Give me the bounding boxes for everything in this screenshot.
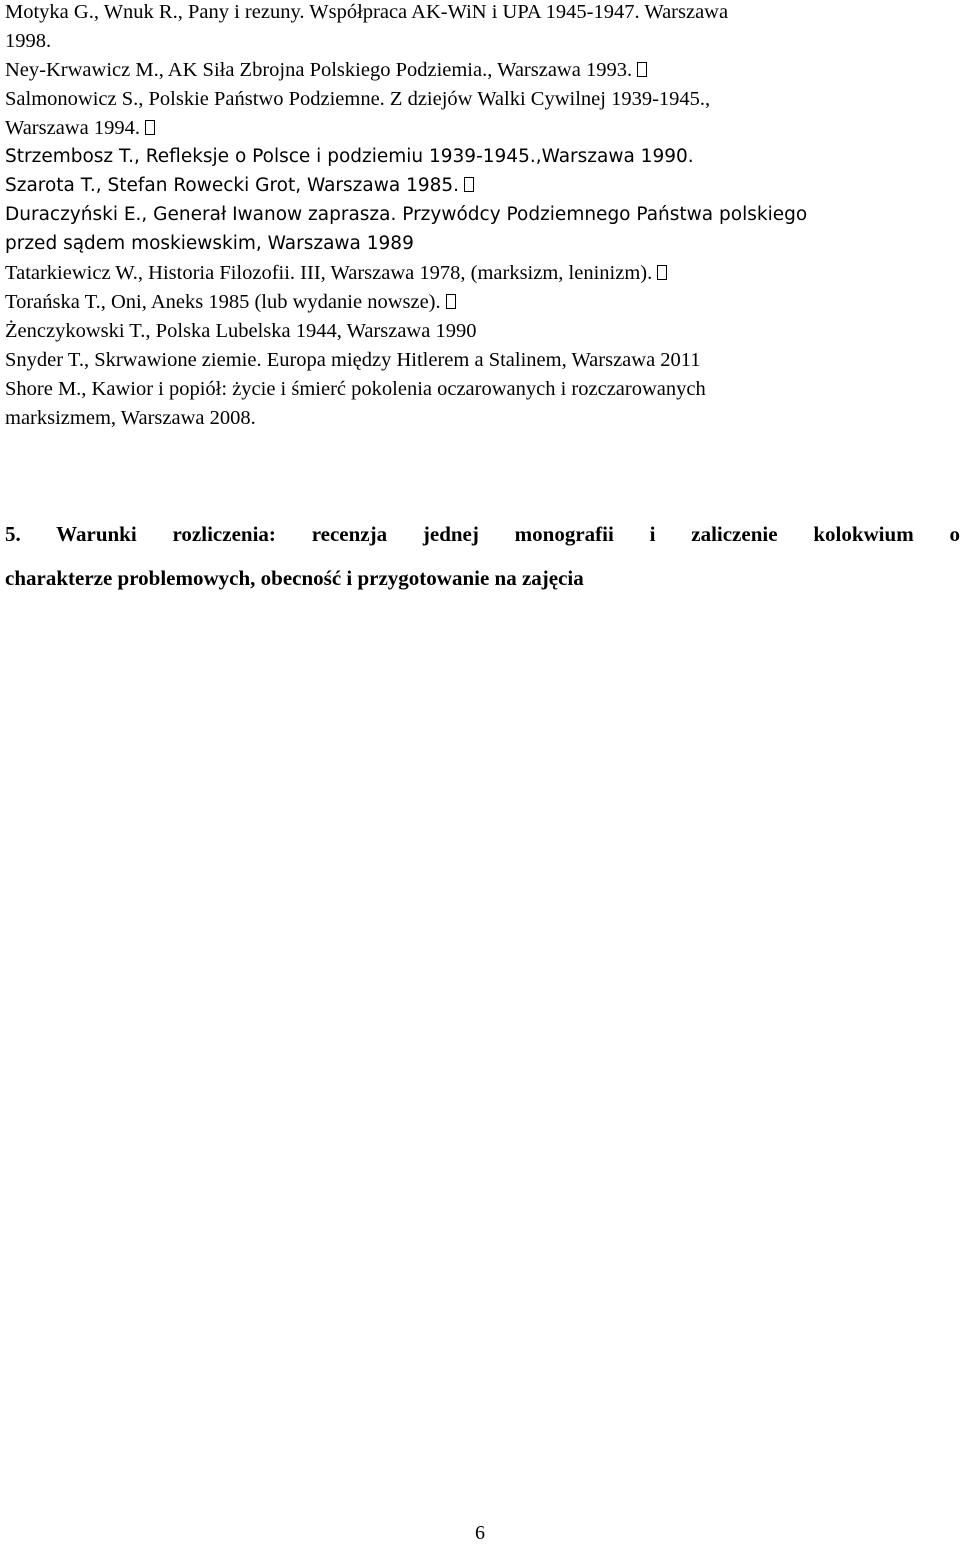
bibliography-entry: Duraczyński E., Generał Iwanow zaprasza. Przywódcy Podziemnego Państwa polskiego [5,204,808,225]
bibliography-entry: Tatarkiewicz W., Historia Filozofii. III, Warszawa 1978, (marksizm, leninizm). [5,261,667,285]
bibliography-entry: Ney-Krwawicz M., AK Siła Zbrojna Polskiego Podziemia., Warszawa 1993. [5,58,647,82]
bibliography-entry: przed sądem moskiewskim, Warszawa 1989 [5,233,414,254]
bibliography-entry: 1998. [5,30,52,52]
missing-glyph-icon [446,294,456,309]
bibliography-entry: Salmonowicz S., Polskie Państwo Podziemne. Z dziejów Walki Cywilnej 1939-1945., [5,88,711,110]
missing-glyph-icon [145,120,155,135]
bibliography-entry: marksizmem, Warszawa 2008. [5,407,256,429]
bibliography-entry: Szarota T., Stefan Rowecki Grot, Warszawa 1985. [5,174,474,198]
bibliography-entry: Torańska T., Oni, Aneks 1985 (lub wydanie nowsze). [5,290,456,314]
bibliography-entry: Strzembosz T., Refleksje o Polsce i podziemiu 1939-1945.,Warszawa 1990. [5,146,694,167]
missing-glyph-icon [464,177,474,192]
section-5-heading: 5. Warunki rozliczenia: recenzja jednej monografii i zaliczenie kolokwium o [5,522,960,546]
bibliography-entry: Warszawa 1994. [5,116,155,140]
bibliography-entry: Snyder T., Skrwawione ziemie. Europa między Hitlerem a Stalinem, Warszawa 2011 [5,349,701,371]
page-number: 6 [475,1522,485,1544]
missing-glyph-icon [657,265,667,280]
bibliography-entry: Żenczykowski T., Polska Lubelska 1944, Warszawa 1990 [5,320,477,342]
bibliography-entry: Shore M., Kawior i popiół: życie i śmierć pokolenia oczarowanych i rozczarowanych [5,378,706,400]
bibliography-entry: Motyka G., Wnuk R., Pany i rezuny. Współpraca AK-WiN i UPA 1945-1947. Warszawa [5,1,729,23]
missing-glyph-icon [637,62,647,77]
section-5-continuation: charakterze problemowych, obecność i przygotowanie na zajęcia [5,566,584,590]
